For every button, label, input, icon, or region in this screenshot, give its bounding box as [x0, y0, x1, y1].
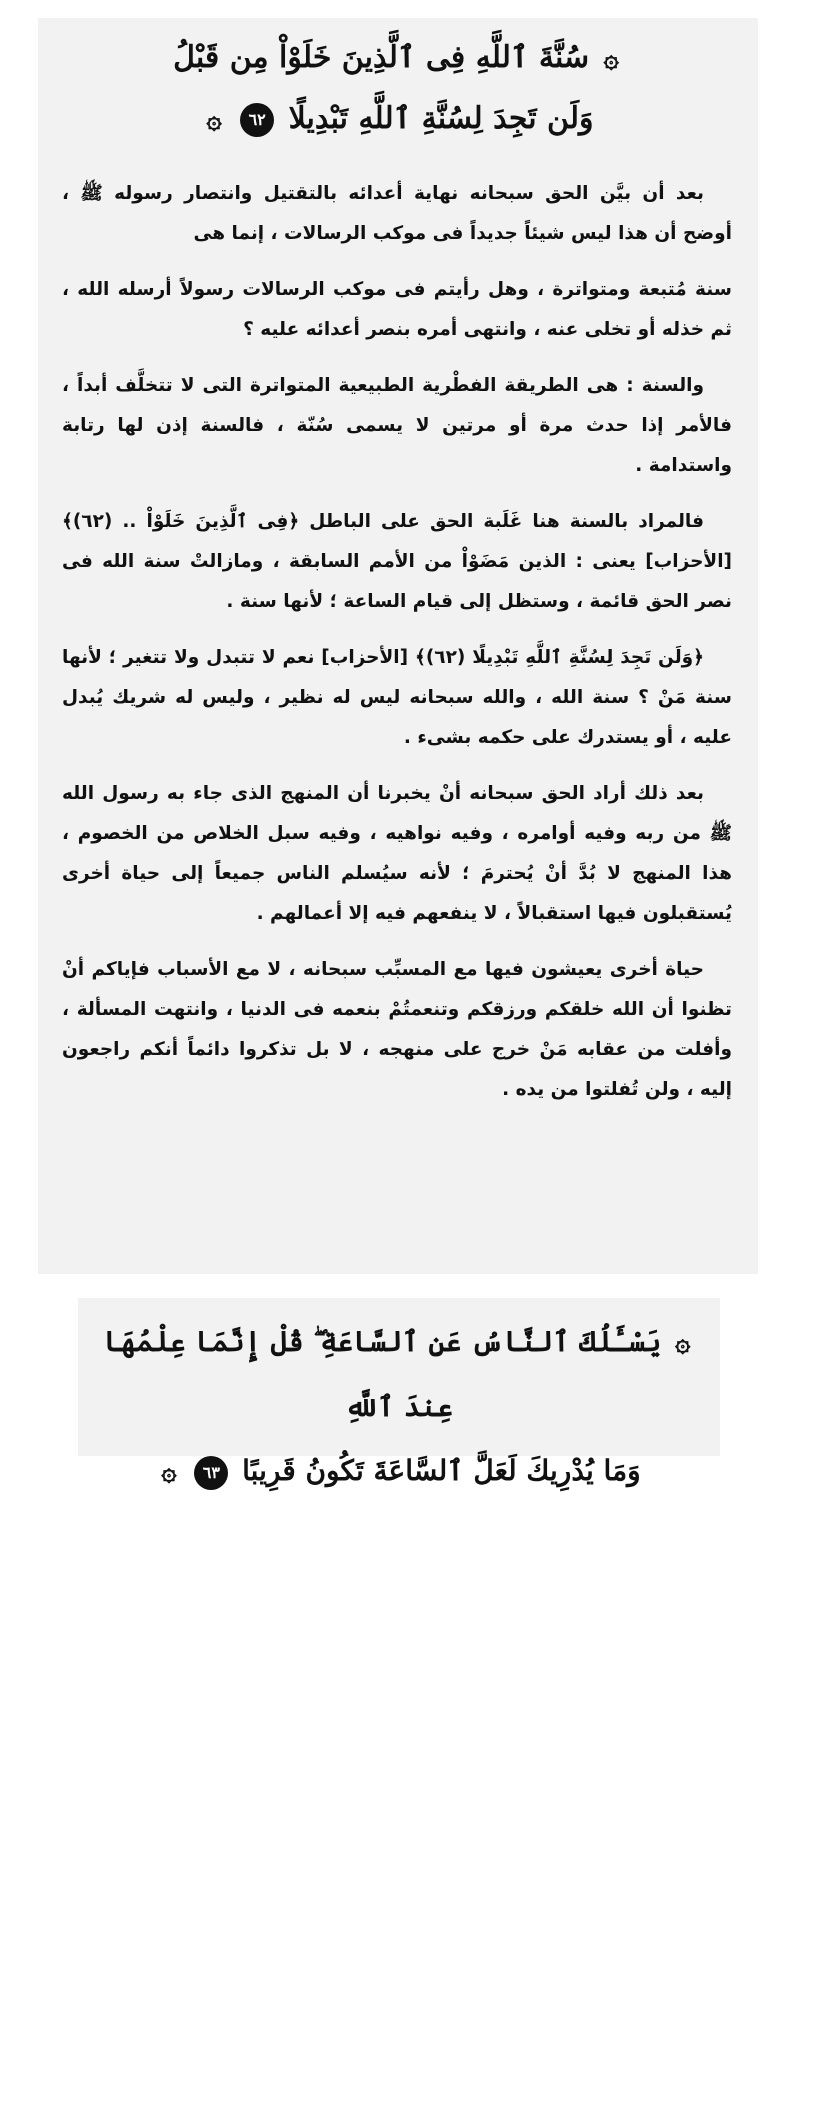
verse-62	[38, 18, 758, 150]
paragraph: فالمراد بالسنة هنا غَلَبة الحق على الباطل ﴿فِى ٱلَّذِينَ خَلَوْاْ .. (٦٢)﴾ [الأحزاب] يعنى : الذين مَضَوْاْ من الأمم السابقة ، ومازالتْ سنة الله فى نصر الحق قائمة ، وستظل إلى قيام الساعة ؛ لأنها سنة .	[62, 511, 732, 612]
verse-ornament-icon: ۞	[603, 44, 619, 74]
verse-ornament-icon: ۞	[675, 1328, 691, 1358]
verse-text: يَسْـَٔلُكَ ٱلنَّاسُ عَنِ ٱلسَّاعَةِ ۖ قُلْ إِنَّمَا عِلْمُهَا عِندَ ٱللَّهِ	[103, 1325, 662, 1423]
ayah-number-badge: ٦٢	[240, 103, 274, 137]
verse-text: وَلَن تَجِدَ لِسُنَّةِ ٱللَّهِ تَبْدِيلًا	[288, 101, 594, 136]
paragraph: والسنة : هى الطريقة الفطْرية الطبيعية المتواترة التى لا تتخلَّف أبداً ، فالأمر إذا حدث مرة أو مرتين لا يسمى سُنّة ، فالسنة إذن لها رتابة واستدامة .	[62, 375, 732, 476]
page-scan	[38, 18, 758, 1274]
ayah-number-badge: ٦٣	[194, 1456, 228, 1490]
paragraph: ﴿وَلَن تَجِدَ لِسُنَّةِ ٱللَّهِ تَبْدِيلًا (٦٢)﴾ [الأحزاب] نعم لا تتبدل ولا تتغير ؛ لأنها سنة مَنْ ؟ سنة الله ، والله سبحانه ليس له نظير ، وليس له شريك يُبدل عليه ، أو يستدرك على حكمه بشىء .	[62, 647, 732, 748]
paragraph: بعد ذلك أراد الحق سبحانه أنْ يخبرنا أن المنهج الذى جاء به رسول الله ﷺ من ربه وفيه أوامره ، وفيه نواهيه ، وفيه سبل الخلاص من الخصوم ، هذا المنهج لا بُدَّ أنْ يُحترمَ ؛ لأنه سيُسلم الناس جميعاً إلى حياة أخرى يُستقبلون فيها استقبالاً ، لا ينفعهم فيه إلا أعمالهم .	[62, 783, 732, 924]
verse-text: وَمَا يُدْرِيكَ لَعَلَّ ٱلسَّاعَةَ تَكُونُ قَرِيبًا	[242, 1454, 641, 1487]
verse-line-2	[38, 89, 758, 150]
verse-line-2	[78, 1439, 720, 1504]
paragraph: سنة مُتبعة ومتواترة ، وهل رأيتم فى موكب الرسالات رسولاً أرسله الله ، ثم خذله أو تخلى عنه ، وانتهى أمره بنصر أعدائه عليه ؟	[62, 279, 732, 340]
commentary-text	[38, 150, 758, 1110]
verse-ornament-icon: ۞	[161, 1457, 177, 1487]
verse-line-1	[38, 28, 758, 89]
verse-ornament-icon: ۞	[206, 105, 222, 135]
verse-63-box	[78, 1298, 720, 1487]
verse-text: سُنَّةَ ٱللَّهِ فِى ٱلَّذِينَ خَلَوْاْ مِن قَبْلُ	[173, 40, 590, 75]
paragraph: حياة أخرى يعيشون فيها مع المسبِّب سبحانه ، لا مع الأسباب فإياكم أنْ تظنوا أن الله خلقكم ورزقكم وتنعمتُمْ بنعمه فى الدنيا ، وانتهت المسألة ، وأفلت من عقابه مَنْ خرج على منهجه ، لا بل تذكروا دائماً أنكم راجعون إليه ، ولن تُفلتوا من يده .	[62, 959, 732, 1100]
verse-63	[78, 1298, 720, 1504]
verse-line-1	[78, 1310, 720, 1439]
paragraph: بعد أن بيَّن الحق سبحانه نهاية أعدائه بالتقتيل وانتصار رسوله ﷺ ، أوضح أن هذا ليس شيئاً جديداً فى موكب الرسالات ، إنما هى	[62, 183, 732, 244]
